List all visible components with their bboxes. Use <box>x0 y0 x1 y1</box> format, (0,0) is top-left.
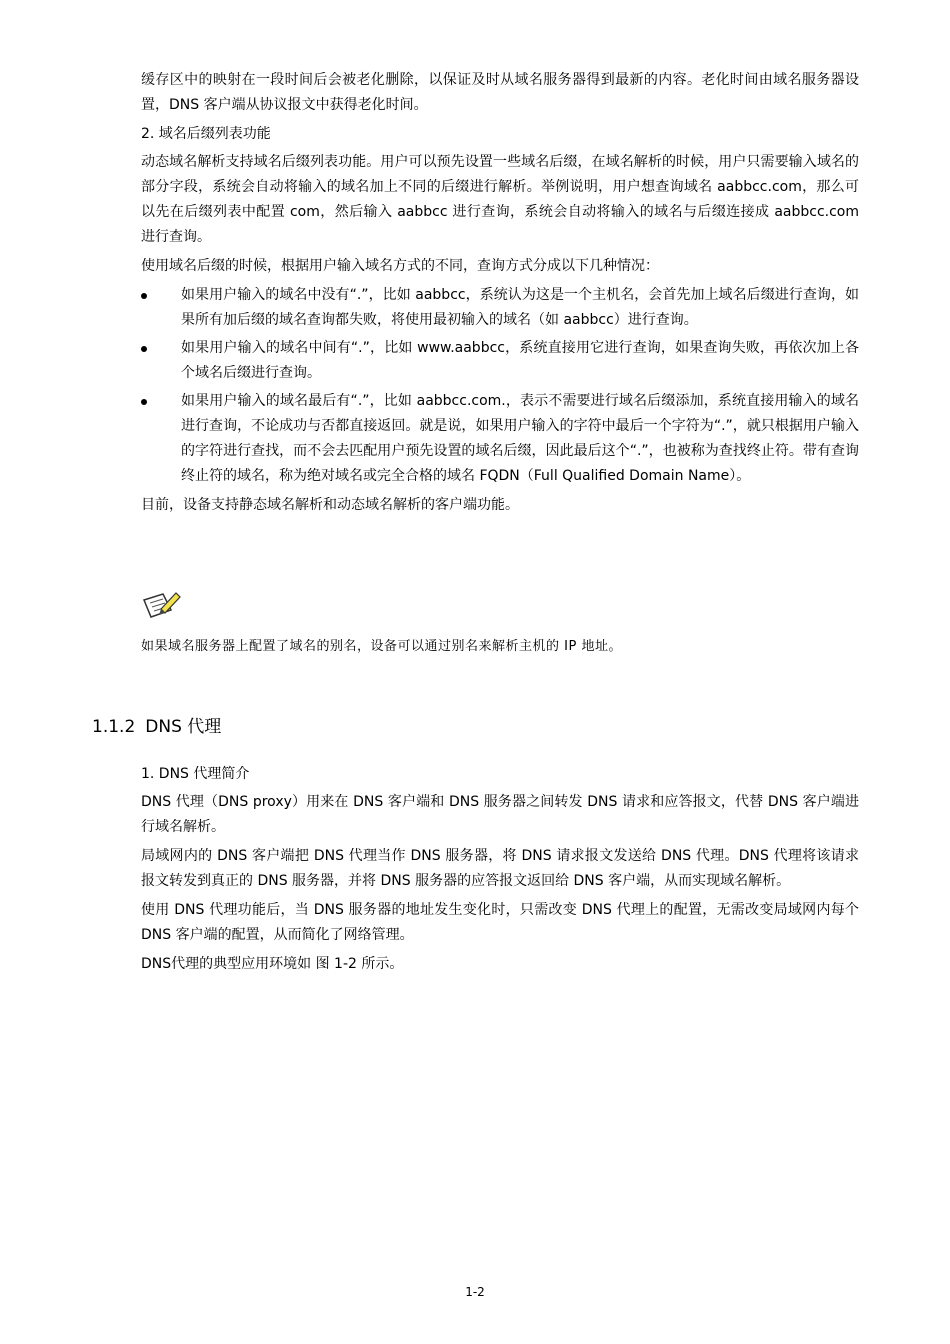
paragraph-suffix-usage: 使用域名后缀的时候，根据用户输入域名方式的不同，查询方式分成以下几种情况： <box>141 258 659 274</box>
paragraph-suffix-list: 动态域名解析支持域名后缀列表功能。用户可以预先设置一些域名后缀，在域名解析的时候，用户只需要输入域名的部分字段，系统会自动将输入的域名加上不同的后缀进行解析。举例说明，用户想查询域名 aabbcc.com，那么可以先在后缀列表中配置 com，然后输入 aabbcc 进行查询，系统会自动将输入的域名与后缀连接成 aabbcc.com 进行查询。 <box>141 154 859 245</box>
paragraph-dns-proxy-figure-ref: DNS代理的典型应用环境如 图 1-2 所示。 <box>141 956 404 972</box>
note-text: 如果域名服务器上配置了域名的别名，设备可以通过别名来解析主机的 IP 地址。 <box>141 639 622 654</box>
intro-section <box>141 68 859 522</box>
paragraph-device-support: 目前，设备支持静态域名解析和动态域名解析的客户端功能。 <box>141 497 519 513</box>
list-item <box>141 336 859 386</box>
list-item-text: 如果用户输入的域名最后有“.”，比如 aabbcc.com.，表示不需要进行域名后缀添加，系统直接用输入的域名进行查询，不论成功与否都直接返回。就是说，如果用户输入的字符中最后一个字符为“.”，就只根据用户输入的字符进行查找，而不会去匹配用户预先设置的域名后缀，因此最后这个“.”，也被称为查找终止符。带有查询终止符的域名，称为绝对域名或完全合格的域名 FQDN（Full Qualified Domain Name）。 <box>181 393 859 484</box>
subheading-suffix-list: 2. 域名后缀列表功能 <box>141 126 271 142</box>
section-title: DNS 代理 <box>145 717 222 737</box>
list-item-text: 如果用户输入的域名中没有“.”，比如 aabbcc，系统认为这是一个主机名，会首先加上域名后缀进行查询，如果所有加后缀的域名查询都失败，将使用最初输入的域名（如 aabbcc）进行查询。 <box>181 287 859 328</box>
paragraph-dns-proxy-benefit: 使用 DNS 代理功能后，当 DNS 服务器的地址发生变化时，只需改变 DNS 代理上的配置，无需改变局域网内每个 DNS 客户端的配置，从而简化了网络管理。 <box>141 902 859 943</box>
list-item-text: 如果用户输入的域名中间有“.”，比如 www.aabbcc，系统直接用它进行查询，如果查询失败，再依次加上各个域名后缀进行查询。 <box>181 340 859 381</box>
section-number: 1.1.2 <box>92 717 136 737</box>
dns-proxy-section <box>141 762 859 981</box>
bullet-icon <box>141 346 147 352</box>
list-item <box>141 389 859 489</box>
page-number: 1-2 <box>465 1285 485 1299</box>
bullet-icon <box>141 399 147 405</box>
section-heading <box>92 714 221 740</box>
paragraph-dns-proxy-definition: DNS 代理（DNS proxy）用来在 DNS 客户端和 DNS 服务器之间转发 DNS 请求和应答报文，代替 DNS 客户端进行域名解析。 <box>141 794 859 835</box>
paragraph-dns-proxy-flow: 局域网内的 DNS 客户端把 DNS 代理当作 DNS 服务器，将 DNS 请求报文发送给 DNS 代理。DNS 代理将该请求报文转发到真正的 DNS 服务器，并将 DNS 服务器的应答报文返回给 DNS 客户端，从而实现域名解析。 <box>141 848 859 889</box>
bullet-list <box>141 283 859 489</box>
subheading-dns-proxy-intro: 1. DNS 代理简介 <box>141 766 250 782</box>
list-item <box>141 283 859 333</box>
bullet-icon <box>141 293 147 299</box>
paragraph-cache-aging: 缓存区中的映射在一段时间后会被老化删除，以保证及时从域名服务器得到最新的内容。老化时间由域名服务器设置，DNS 客户端从协议报文中获得老化时间。 <box>141 72 859 113</box>
note-pencil-icon <box>141 590 183 620</box>
